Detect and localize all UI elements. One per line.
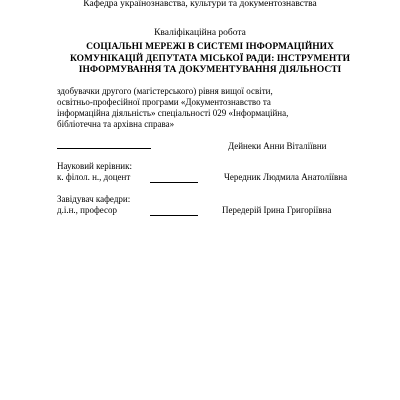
advisor-name: Чередник Людмила Анатоліївна xyxy=(224,172,348,182)
head-signature-line xyxy=(150,215,198,216)
work-type: Кваліфікаційна робота xyxy=(154,28,246,38)
author-description-line: інформаційна діяльність» спеціальності 029 «Інформаційна, xyxy=(57,108,289,118)
head-name: Передерій Ірина Григоріївна xyxy=(222,205,332,215)
head-block xyxy=(57,194,130,216)
author-description-line: здобувачки другого (магістерського) рівня вищої освіти, xyxy=(57,86,273,96)
department-name: Кафедра українознавства, культури та документознавства xyxy=(83,0,317,9)
advisor-signature-line xyxy=(150,182,198,183)
author-description-line: освітньо-професійної програми «Документознавство та xyxy=(57,97,271,107)
thesis-title-line: СОЦІАЛЬНІ МЕРЕЖІ В СИСТЕМІ ІНФОРМАЦІЙНИХ xyxy=(86,42,334,52)
thesis-title-line: КОМУНІКАЦІЙ ДЕПУТАТА МІСЬКОЇ РАДИ: ІНСТРУМЕНТИ xyxy=(70,53,350,64)
head-degree: д.і.н., професор xyxy=(57,205,118,215)
thesis-title-line: ІНФОРМУВАННЯ ТА ДОКУМЕНТУВАННЯ ДІЯЛЬНОСТІ xyxy=(78,65,342,75)
author-name: Дейнеки Анни Віталіївни xyxy=(228,141,327,151)
author-description-line: бібліотечна та архівна справа» xyxy=(57,119,175,129)
author-description xyxy=(57,86,317,130)
advisor-role: Науковий керівник: xyxy=(57,161,132,171)
author-signature-line xyxy=(57,148,151,149)
thesis-title xyxy=(60,42,360,77)
head-role: Завідувач кафедри: xyxy=(57,194,131,204)
advisor-degree: к. філол. н., доцент xyxy=(57,172,131,182)
advisor-block xyxy=(57,161,132,183)
